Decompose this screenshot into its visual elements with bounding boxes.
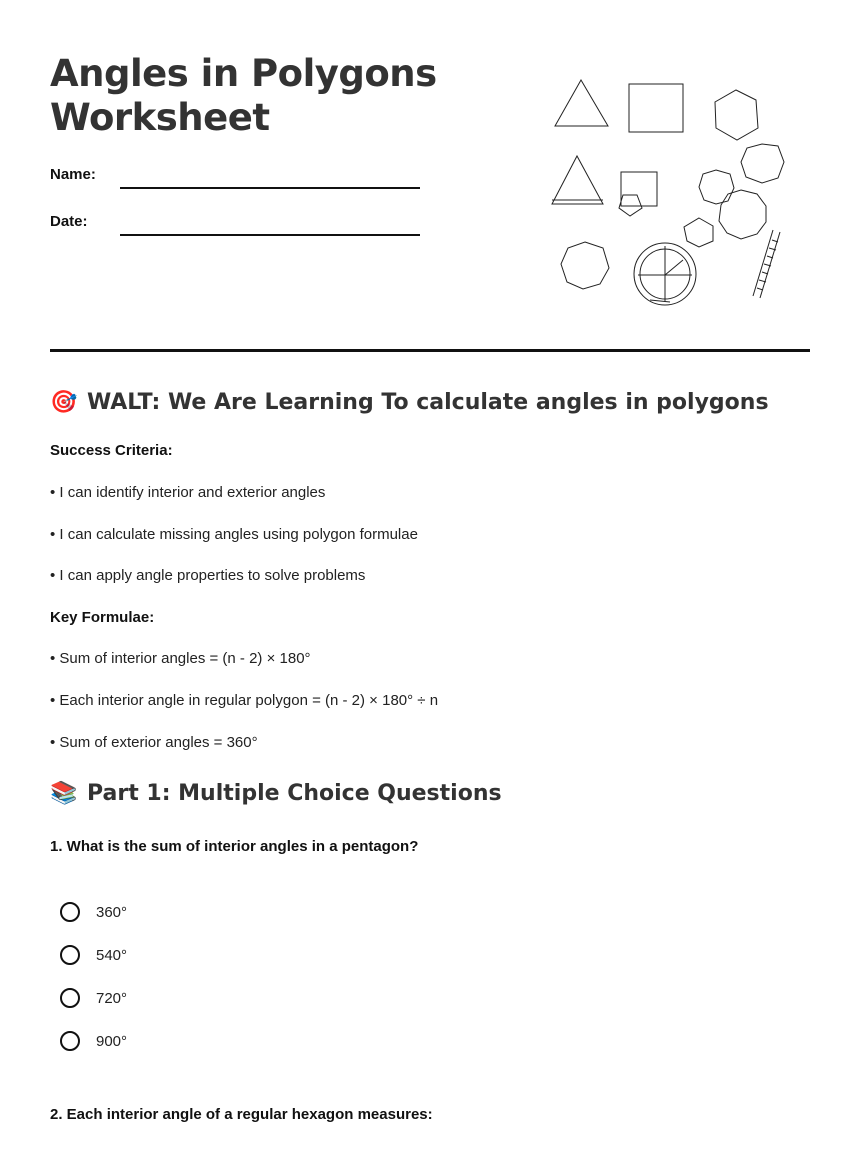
- answer-option[interactable]: [60, 902, 127, 922]
- option-label: 720°: [96, 989, 128, 1007]
- radio-button[interactable]: [60, 902, 80, 922]
- option-label: 900°: [96, 1032, 128, 1050]
- answer-option[interactable]: [60, 1031, 127, 1051]
- key-formulae-title: Key Formulae:: [50, 609, 155, 626]
- date-label: Date:: [50, 213, 88, 230]
- triangle-shape: [555, 80, 608, 126]
- option-label: 540°: [96, 946, 128, 964]
- name-field[interactable]: [120, 187, 420, 189]
- walt-heading: [50, 390, 769, 415]
- criteria-item: • I can apply angle properties to solve problems: [50, 567, 366, 584]
- radio-button[interactable]: [60, 988, 80, 1008]
- heptagon-shape: [684, 218, 713, 247]
- worksheet-title: [50, 52, 437, 140]
- success-criteria-title: Success Criteria:: [50, 442, 173, 459]
- decagon-shape: [719, 190, 766, 239]
- name-label: Name:: [50, 166, 96, 183]
- option-label: 360°: [96, 903, 128, 921]
- date-field[interactable]: [120, 234, 420, 236]
- question-2: 2. Each interior angle of a regular hexagon measures:: [50, 1106, 433, 1123]
- formula-item: • Sum of interior angles = (n - 2) × 180°: [50, 650, 311, 667]
- walt-heading-text: WALT: We Are Learning To calculate angles in polygons: [87, 390, 769, 415]
- part1-heading: [50, 781, 502, 806]
- protractor-shape: [634, 243, 696, 305]
- books-icon: 📚: [50, 781, 78, 806]
- radio-button[interactable]: [60, 945, 80, 965]
- part1-heading-text: Part 1: Multiple Choice Questions: [87, 781, 502, 806]
- square-shape: [629, 84, 683, 132]
- octagon-shape: [741, 144, 784, 183]
- formula-item: • Each interior angle in regular polygon = (n - 2) × 180° ÷ n: [50, 692, 439, 709]
- hexagon-shape: [715, 90, 758, 140]
- polygon-illustration: [545, 70, 795, 310]
- title-line-1: Angles in Polygons: [50, 52, 437, 95]
- question-1: 1. What is the sum of interior angles in a pentagon?: [50, 838, 419, 855]
- heptagon-shape-2: [561, 242, 609, 289]
- ruler-shape: [753, 230, 780, 298]
- target-icon: 🎯: [50, 390, 78, 415]
- criteria-item: • I can calculate missing angles using polygon formulae: [50, 526, 418, 543]
- title-line-2: Worksheet: [50, 96, 270, 139]
- nonagon-shape: [699, 170, 734, 204]
- answer-option[interactable]: [60, 945, 127, 965]
- answer-option[interactable]: [60, 988, 127, 1008]
- criteria-item: • I can identify interior and exterior angles: [50, 484, 326, 501]
- section-divider: [50, 349, 810, 352]
- triangle-shape-2: [552, 156, 603, 204]
- radio-button[interactable]: [60, 1031, 80, 1051]
- formula-item: • Sum of exterior angles = 360°: [50, 734, 258, 751]
